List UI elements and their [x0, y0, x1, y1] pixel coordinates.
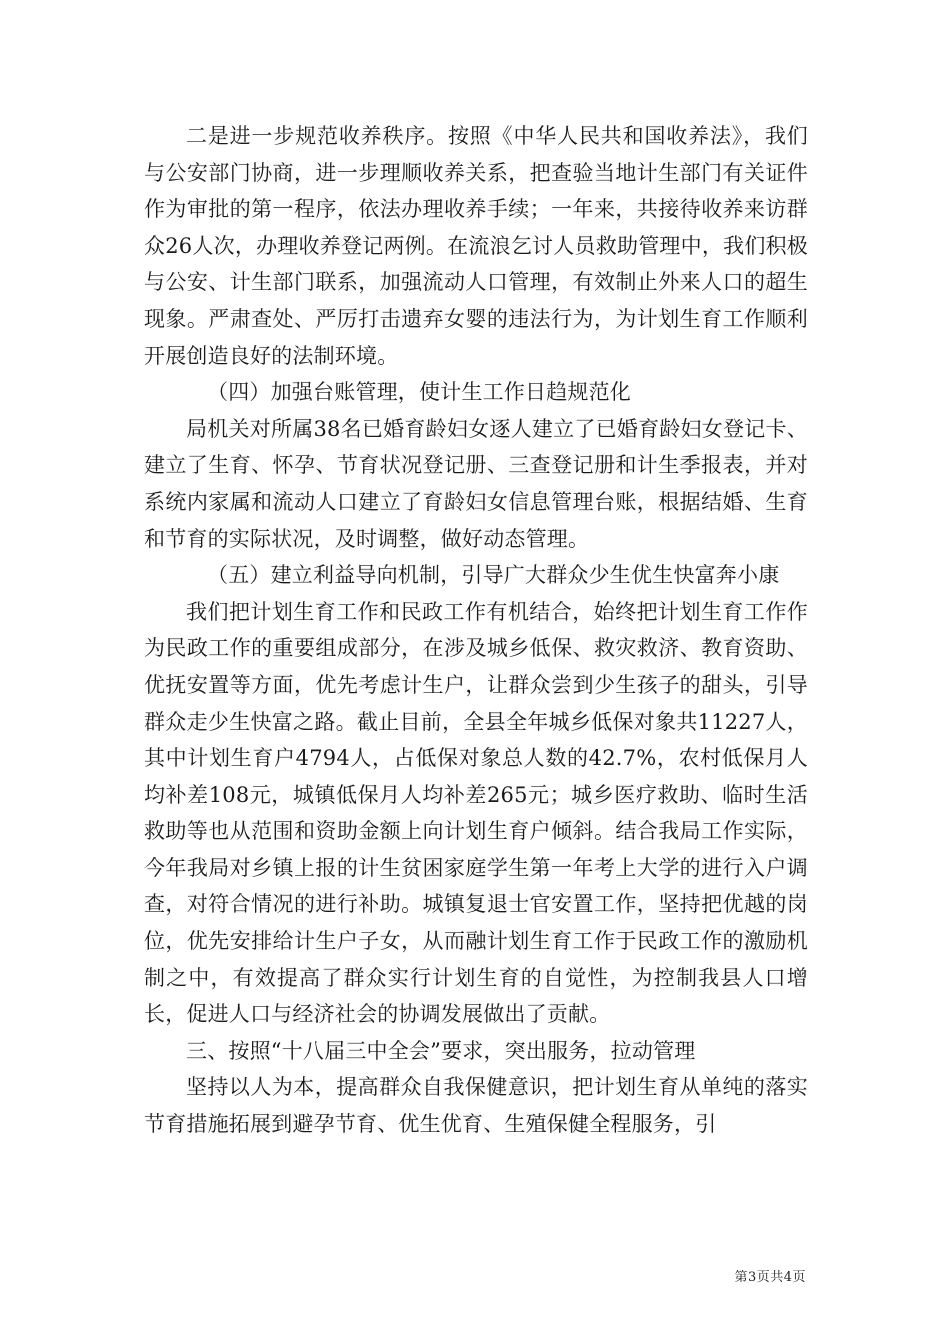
paragraph-incentive-mechanism: 我们把计划生育工作和民政工作有机结合，始终把计划生育工作作为民政工作的重要组成部分，在涉及城乡低保、救灾救济、教育资助、优抚安置等方面，优先考虑计生户，让群众尝到少生孩子的甜头，引导群众走少生快富之路。截止目前，全县全年城乡低保对象共11227人，其中计划生育户4794人，占低保对象总人数的42.7%，农村低保月人均补差108元，城镇低保月人均补差265元；城乡医疗救助、临时生活救助等也从范围和资助金额上向计划生育户倾斜。结合我局工作实际，今年我局对乡镇上报的计生贫困家庭学生第一年考上大学的进行入户调查，对符合情况的进行补助。城镇复退士官安置工作，坚持把优越的岗位，优先安排给计生户子女，从而融计划生育工作于民政工作的激励机制之中，有效提高了群众实行计划生育的自觉性，为控制我县人口增长，促进人口与经济社会的协调发展做出了贡献。 — [144, 599, 808, 1027]
document-body — [144, 118, 808, 1143]
paragraph-people-oriented: 坚持以人为本，提高群众自我保健意识，把计划生育从单纯的落实节育措施拓展到避孕节育、优生优育、生殖保健全程服务，引 — [144, 1075, 808, 1137]
section-heading-incentive: （五）建立利益导向机制，引导广大群众少生优生快富奔小康 — [207, 563, 780, 588]
section-heading-ledger: （四）加强台账管理，使计生工作日趋规范化 — [207, 380, 631, 405]
page-number-footer: 第3页共4页 — [734, 1270, 806, 1285]
paragraph-adoption-order: 二是进一步规范收养秩序。按照《中华人民共和国收养法》，我们与公安部门协商，进一步理顺收养关系，把查验当地计生部门有关证件作为审批的第一程序，依法办理收养手续；一年来，共接待收养来访群众26人次，办理收养登记两例。在流浪乞讨人员救助管理中，我们积极与公安、计生部门联系，加强流动人口管理，有效制止外来人口的超生现象。严肃查处、严厉打击遗弃女婴的违法行为，为计划生育工作顺利开展创造良好的法制环境。 — [144, 124, 808, 368]
section-heading-service: 三、按照“十八届三中全会”要求，突出服务，拉动管理 — [186, 1038, 696, 1063]
paragraph-ledger-management: 局机关对所属38名已婚育龄妇女逐人建立了已婚育龄妇女登记卡、建立了生育、怀孕、节育状况登记册、三查登记册和计生季报表，并对系统内家属和流动人口建立了育龄妇女信息管理台账，根据结婚、生育和节育的实际状况，及时调整，做好动态管理。 — [144, 416, 808, 551]
